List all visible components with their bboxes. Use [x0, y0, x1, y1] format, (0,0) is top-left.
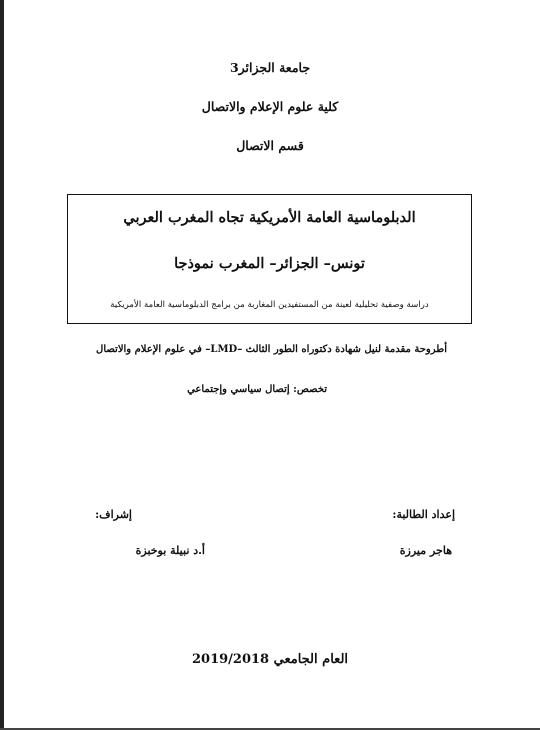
- student-name: هاجر ميرزة: [399, 544, 452, 557]
- thesis-subtitle: تونس– الجزائر– المغرب نموذجا: [174, 255, 365, 272]
- university-name: جامعة الجزائر3: [229, 60, 311, 75]
- prepared-by-label: إعداد الطالبة:: [392, 508, 455, 521]
- faculty-name: كلية علوم الإعلام والاتصال: [201, 99, 339, 114]
- supervisor-name: أ.د نبيلة بوخبزة: [135, 544, 205, 557]
- department-name: قسم الاتصال: [236, 138, 304, 153]
- title-box: [67, 194, 472, 324]
- thesis-title: الدبلوماسية العامة الأمريكية تجاه المغرب العربي: [123, 209, 416, 226]
- academic-year: العام الجامعي 2019/2018: [191, 652, 349, 667]
- specialization: تخصص: إتصال سياسي وإجتماعي: [187, 384, 327, 395]
- thesis-statement: أطروحة مقدمة لنيل شهادة دكتوراه الطور الثالث –LMD– في علوم الإعلام والاتصال: [96, 344, 447, 355]
- supervision-label: إشراف:: [95, 508, 132, 521]
- thesis-description: دراسة وصفية تحليلية لعينة من المستفيدين المغاربة من برامج الدبلوماسية العامة الأمريكية: [110, 300, 429, 310]
